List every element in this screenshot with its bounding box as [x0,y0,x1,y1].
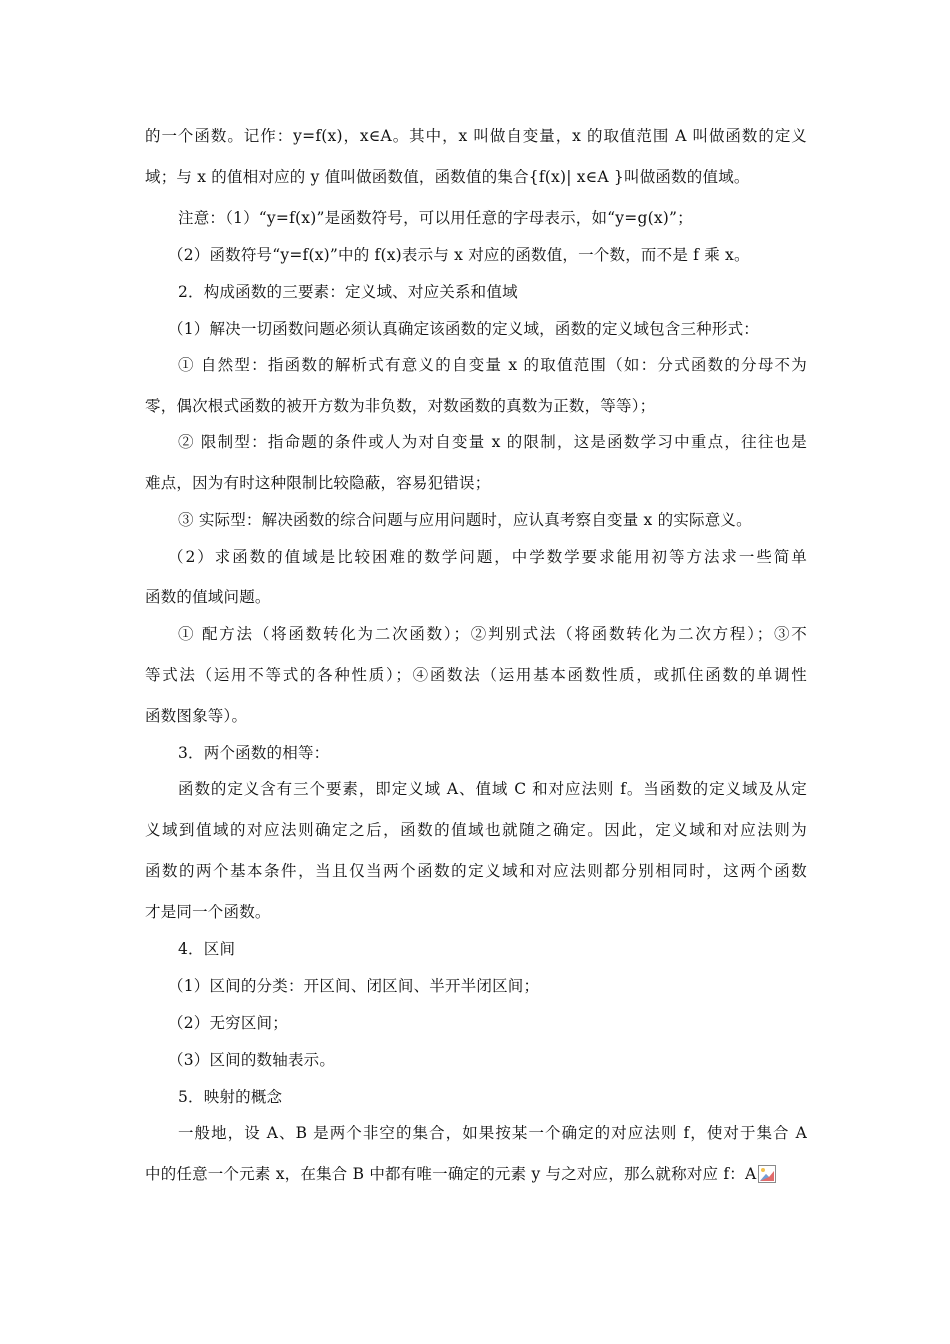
paragraph-line-12: （2）求函数的值域是比较困难的数学问题，中学数学要求能用初等方法求一些简单 [168,548,807,566]
paragraph-line-10: 难点，因为有时这种限制比较隐蔽，容易犯错误； [145,474,491,492]
broken-image-icon [758,1165,776,1183]
paragraph-line-14: ① 配方法（将函数转化为二次函数）；②判别式法（将函数转化为二次方程）；③不 [178,625,807,643]
interval-item-3: （3）区间的数轴表示。 [168,1051,336,1069]
paragraph-line-7: ① 自然型：指函数的解析式有意义的自变量 x 的取值范围（如：分式函数的分母不为 [178,356,807,374]
section-heading-5: 5．映射的概念 [178,1088,283,1106]
paragraph-line-21: 才是同一个函数。 [145,903,271,921]
paragraph-line-13: 函数的值域问题。 [145,588,271,606]
paragraph-line-18: 函数的定义含有三个要素，即定义域 A、值域 C 和对应法则 f。当函数的定义域及从定 [178,780,807,798]
paragraph-line-9: ② 限制型：指命题的条件或人为对自变量 x 的限制，这是函数学习中重点，往往也是 [178,433,807,451]
paragraph-line-6: （1）解决一切函数问题必须认真确定该函数的定义域，函数的定义域包含三种形式： [168,320,759,338]
paragraph-line-20: 函数的两个基本条件，当且仅当两个函数的定义域和对应法则都分别相同时，这两个函数 [145,862,807,880]
interval-item-2: （2）无穷区间； [168,1014,288,1032]
note-line-1: 注意：（1）“y=f(x)”是函数符号，可以用任意的字母表示，如“y=g(x)”； [178,209,693,227]
paragraph-line-11: ③ 实际型：解决函数的综合问题与应用问题时，应认真考察自变量 x 的实际意义。 [178,511,752,529]
paragraph-line-15: 等式法（运用不等式的各种性质）；④函数法（运用基本函数性质，或抓住函数的单调性 [145,666,807,684]
paragraph-line-27: 一般地，设 A、B 是两个非空的集合，如果按某一个确定的对应法则 f，使对于集合 A [178,1124,807,1142]
paragraph-line-16: 函数图象等）。 [145,707,248,725]
paragraph-line-1: 的一个函数。记作：y=f(x)，x∈A。其中，x 叫做自变量，x 的取值范围 A 叫做函数的定义 [145,127,807,145]
section-heading-3: 3．两个函数的相等： [178,744,330,762]
paragraph-line-28 [145,1164,785,1184]
section-heading-2: 2．构成函数的三要素：定义域、对应关系和值域 [178,283,518,301]
paragraph-line-2: 域；与 x 的值相对应的 y 值叫做函数值，函数值的集合{f(x)| x∈A }叫做函数的值域。 [145,168,750,186]
paragraph-line-8: 零，偶次根式函数的被开方数为非负数，对数函数的真数为正数，等等）； [145,397,656,415]
paragraph-line-19: 义域到值域的对应法则确定之后，函数的值域也就随之确定。因此，定义域和对应法则为 [145,821,807,839]
section-heading-4: 4．区间 [178,940,236,958]
note-line-2: （2）函数符号“y=f(x)”中的 f(x)表示与 x 对应的函数值，一个数，而不是 f 乘 x。 [168,246,750,264]
paragraph-line-28-text: 中的任意一个元素 x，在集合 B 中都有唯一确定的元素 y 与之对应，那么就称对应 f：A [145,1165,757,1183]
interval-item-1: （1）区间的分类：开区间、闭区间、半开半闭区间； [168,977,540,995]
